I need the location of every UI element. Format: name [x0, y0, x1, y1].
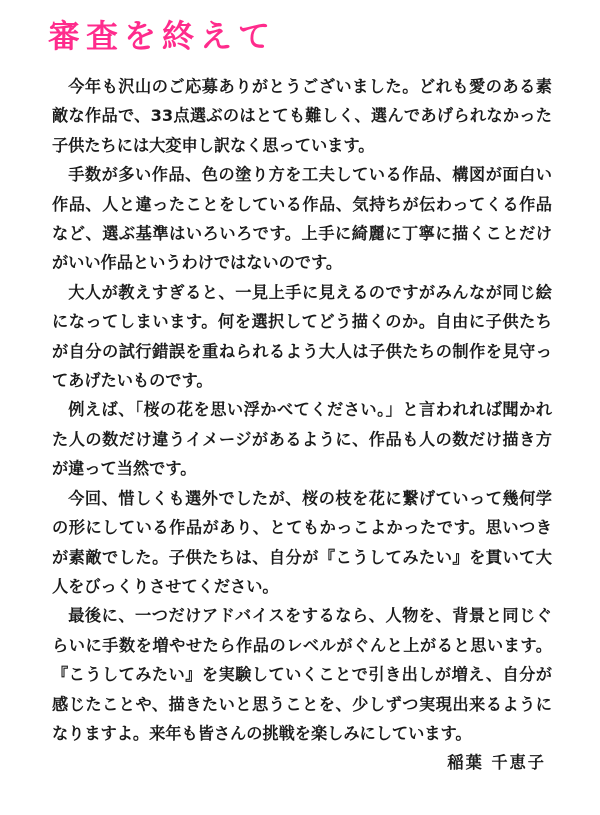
- paragraph-6: [52, 601, 552, 773]
- author-name: 稲葉 千恵子: [447, 753, 546, 773]
- article-body: [52, 72, 552, 778]
- paragraph-5: 今回、惜しくも選外でしたが、桜の枝を花に繋げていって幾何学の形にしている作品があり、とてもかっこよかったです。思いつきが素敵でした。子供たちは、自分が『こうしてみたい』を貫いて大人をびっくりさせてください。: [52, 488, 552, 596]
- paragraph-3: 大人が教えすぎると、一見上手に見えるのですがみんなが同じ絵になってしまいます。何を選択してどう描くのか。自由に子供たちが自分の試行錯誤を重ねられるよう大人は子供たちの制作を見守ってあげたいものです。: [52, 282, 552, 391]
- paragraph-6-text: 最後に、一つだけアドバイスをするなら、人物を、背景と同じぐらいに手数を増やせたら作品のレベルがぐんと上がると思います。『こうしてみたい』を実験していくことで引き出しが増え、自分が感じたことや、描きたいと思うことを、少しずつ実現出来るようになりますよ。来年も皆さんの挑戦を楽しみにしています。: [52, 606, 552, 743]
- page-title: 審査を終えて: [48, 17, 277, 55]
- paragraph-2: 手数が多い作品、色の塗り方を工夫している作品、構図が面白い作品、人と違ったことをしている作品、気持ちが伝わってくる作品など、選ぶ基準はいろいろです。上手に綺麗に丁寧に描くことだけがいい作品というわけではないのです。: [52, 165, 552, 273]
- paragraph-1: 今年も沢山のご応募ありがとうございました。どれも愛のある素敵な作品で、33点選ぶのはとても難しく、選んであげられなかった子供たちには大変申し訳なく思っています。: [52, 77, 552, 155]
- paragraph-4: 例えば、「桜の花を思い浮かべてください。」と言われれば聞かれた人の数だけ違うイメージがあるように、作品も人の数だけ描き方が違って当然です。: [52, 400, 552, 479]
